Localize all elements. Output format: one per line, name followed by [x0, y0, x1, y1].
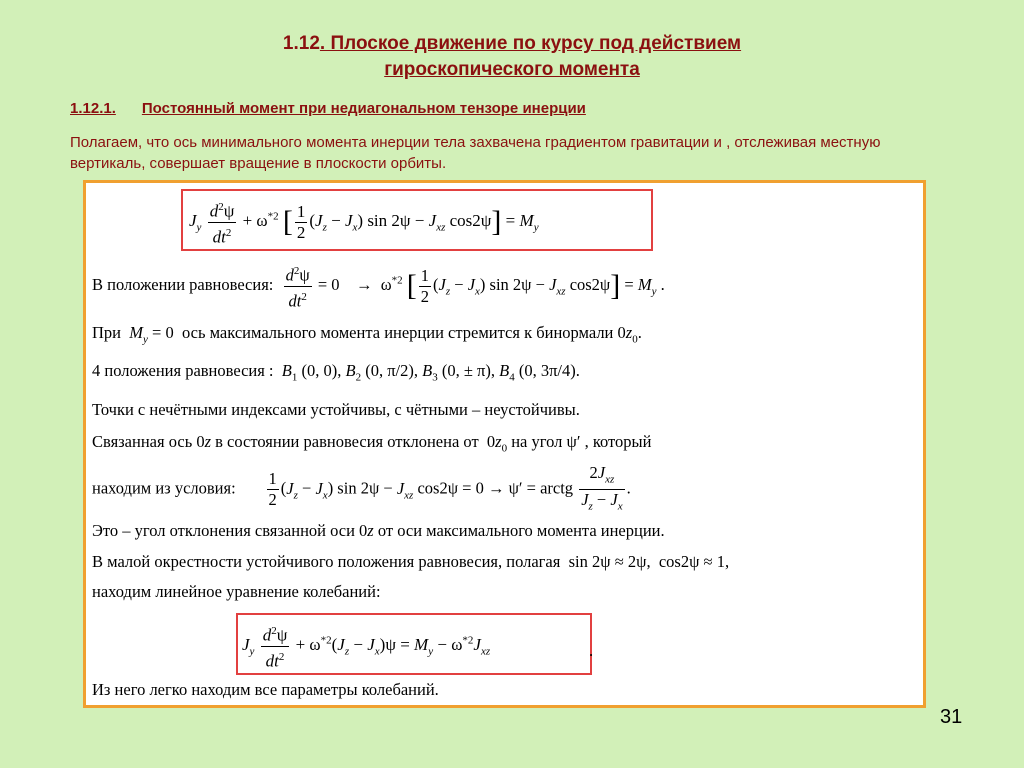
subsection-text: Постоянный момент при недиагональном тензоре инерции: [141, 100, 586, 117]
bound-1: Связанная ось 0: [92, 432, 205, 451]
small-label: В малой окрестности устойчивого положения равновесия, полагая: [92, 552, 561, 571]
this-line: Это – угол отклонения связанной оси 0z от оси максимального момента инерции.: [92, 521, 665, 540]
subsection-title: [70, 100, 586, 117]
when-line: При $M_y = 0$ ось максимального момента инерции стремится к бинормали $0z_0$.: [92, 323, 642, 346]
find-line: находим из условия: $\frac{1}{2}$ $(J_z - J_x)$ $\sin 2\psi - J_{xz}$ cos2ψ = 0 → ψ′ = arctg $\frac{2J_{xz}}{J_z - J_x}$ .: [92, 463, 631, 513]
eq-period: .: [589, 641, 594, 660]
main-equation-box: [181, 189, 653, 251]
bound-axis-line: Связанная ось 0z в состоянии равновесия отклонена от $0z_0$ на угол ψ′ , который: [92, 432, 652, 455]
this-1: Это – угол отклонения связанной оси 0: [92, 521, 368, 540]
when-rest: ось максимального момента инерции стремится к бинормали 0: [181, 323, 626, 342]
content-panel: [83, 180, 926, 708]
subsection-number: 1.12.1.: [70, 100, 116, 117]
equilibrium-line: В положении равновесия: $\frac{d^2\psi}{dt^2}$ = 0 → $\omega^{*2}$ [ $\frac{1}{2}$ $(J_z - J_x)$ $\sin 2\psi - J_{xz}$ $\cos 2\psi] = M_y$ .: [92, 261, 665, 311]
last-line: Из него легко находим все параметры колебаний.: [92, 680, 439, 699]
four-label: 4 положения равновесия :: [92, 361, 274, 380]
bound-3: на угол: [511, 432, 563, 451]
section-number: 1.12: [282, 33, 320, 54]
linear-line: находим линейное уравнение колебаний:: [92, 582, 381, 601]
bound-4: , который: [584, 432, 652, 451]
find-label: находим из условия:: [92, 478, 236, 498]
stable-line: Точки с нечётными индексами устойчивы, с чётными – неустойчивы.: [92, 400, 580, 419]
when-label: При: [92, 323, 121, 342]
page-title-line-2: гироскопического момента: [384, 59, 640, 80]
main-equation: $J_y$ $\frac{d^2\psi}{dt^2}$ + $\omega^{*2}$ [ $\frac{1}{2}$ $(J_z - J_x)$ $\sin 2\psi - J_{xz}$ $\cos 2\psi] = M_y$: [189, 197, 539, 247]
title-text: . Плоское движение по курсу под действием: [319, 33, 742, 54]
small-line: В малой окрестности устойчивого положения равновесия, полагая sin 2ψ ≈ 2ψ, cos2ψ ≈ 1,: [92, 552, 730, 571]
four-positions-line: 4 положения равновесия : $B_1$ (0, 0), $B_2$ (0, π/2), $B_3$ (0, ± π), $B_4$ (0, 3π/4).: [92, 361, 580, 384]
page-number: 31: [940, 706, 963, 728]
page-title-line-1: [0, 33, 1024, 55]
this-2: от оси максимального момента инерции.: [377, 521, 665, 540]
equilibrium-label: В положении равновесия:: [92, 274, 274, 294]
oscillation-equation: $J_y$ $\frac{d^2\psi}{dt^2}$ + $\omega^{*2}(J_z - J_x)\psi = M_y - \omega^{*2}J_{xz}$: [242, 621, 490, 671]
intro-paragraph: Полагаем, что ось минимального момента инерции тела захвачена градиентом гравитации и , отслеживая местную вертикаль, совершает вращение в плоскости орбиты.: [70, 134, 881, 172]
bound-2: в состоянии равновесия отклонена от: [215, 432, 479, 451]
oscillation-equation-box: [236, 613, 592, 675]
